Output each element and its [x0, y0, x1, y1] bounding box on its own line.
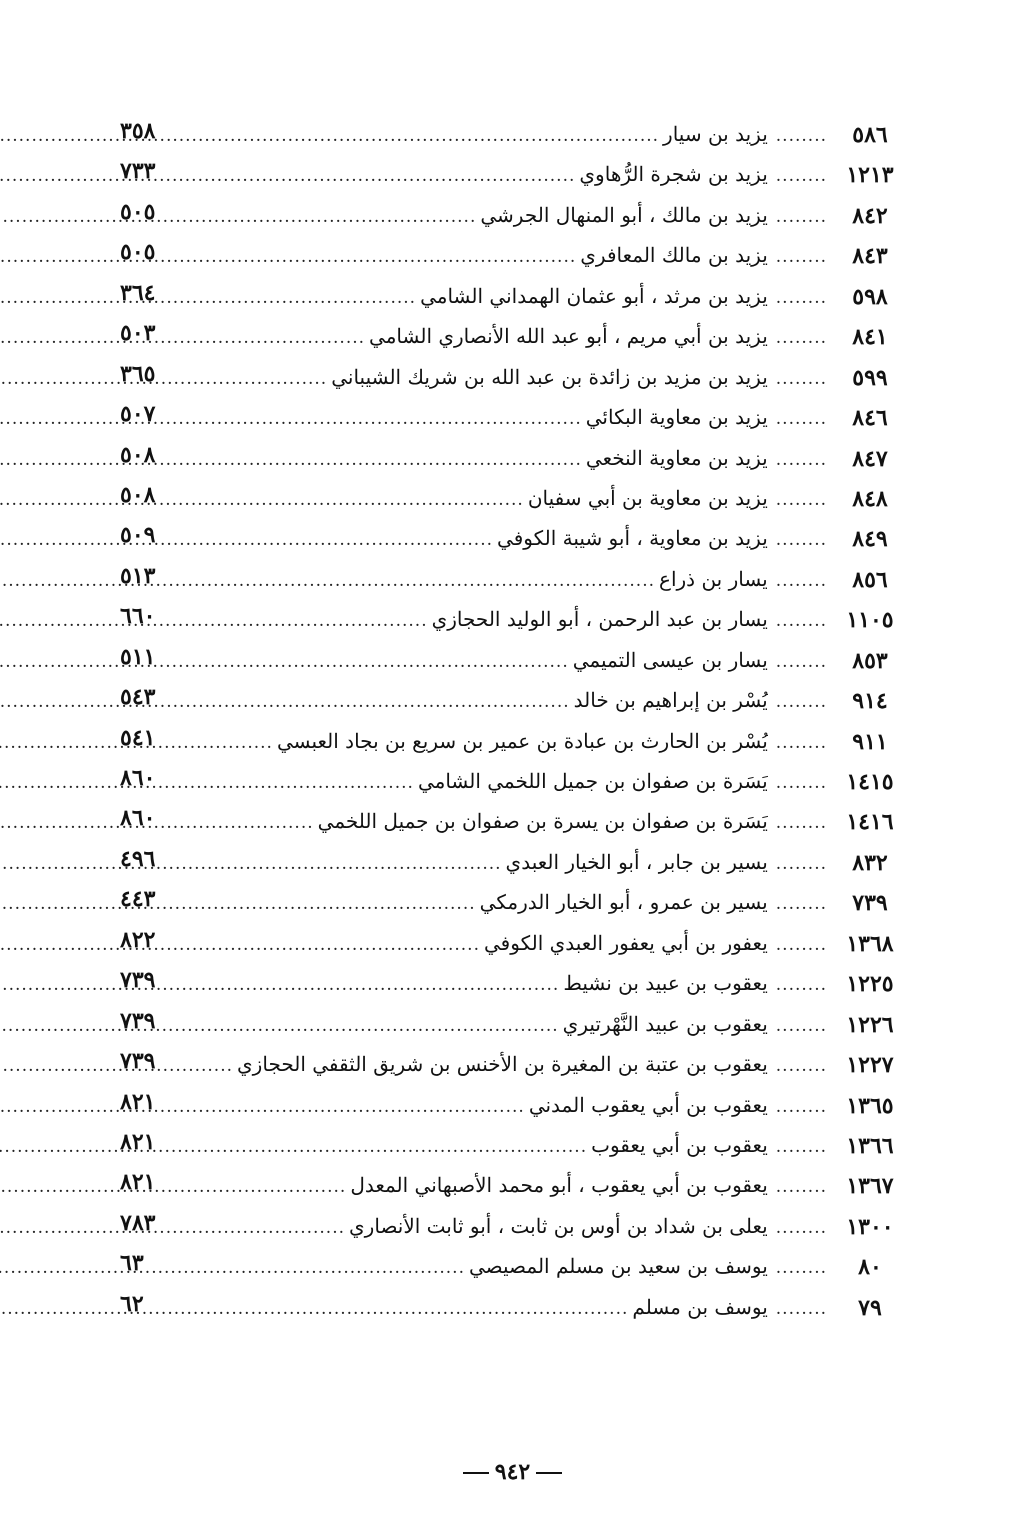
trailing-dots	[0, 288, 416, 308]
leader-dots: ........	[775, 732, 827, 753]
trailing-dots	[0, 975, 559, 995]
index-entry	[120, 112, 915, 152]
entry-number: ١٢٢٥	[846, 971, 894, 998]
trailing-dots	[0, 1258, 465, 1278]
entry-name: يزيد بن مرثد ، أبو عثمان الهمداني الشامي	[420, 283, 768, 308]
entry-body	[192, 688, 827, 712]
index-entry	[120, 436, 915, 476]
leader-dots: ........	[775, 611, 827, 632]
entry-name: يزيد بن سيار	[663, 122, 768, 146]
entry-body	[192, 1052, 827, 1076]
leader-dots: ........	[775, 126, 827, 146]
entry-number: ١٣٦٦	[846, 1132, 894, 1159]
entry-number: ٨٤٢	[852, 202, 888, 229]
entry-name: يعقوب بن عبيد النَّهْرتيري	[562, 1011, 768, 1036]
entry-page-ref: ٣٥٨	[120, 118, 156, 144]
entry-page-ref: ٦٢	[120, 1290, 144, 1317]
entry-number: ٨٠	[858, 1254, 882, 1281]
index-entry	[120, 1285, 915, 1325]
entry-page-ref: ٥٠٥	[120, 198, 156, 225]
entry-name: يسير بن عمرو ، أبو الخيار الدرمكي	[479, 890, 768, 915]
index-entry	[120, 193, 915, 233]
entry-name: يسير بن جابر ، أبو الخيار العبدي	[505, 849, 768, 874]
index-entry	[120, 597, 915, 637]
entry-number: ٥٩٨	[852, 283, 888, 310]
entry-name: يزيد بن معاوية النخعي	[585, 445, 768, 470]
index-entry	[120, 1042, 915, 1082]
entry-body	[192, 1093, 827, 1117]
entry-body	[192, 1295, 827, 1319]
entry-body	[192, 971, 827, 995]
leader-dots: ........	[775, 773, 827, 793]
entry-number: ٨٤١	[852, 324, 888, 351]
trailing-dots	[0, 1137, 587, 1157]
index-entry	[120, 152, 915, 192]
entry-number: ٨٣٢	[852, 849, 888, 876]
entry-name: يزيد بن مالك المعافري	[580, 243, 768, 268]
entry-name: يعقوب بن أبي يعقوب ، أبو محمد الأصبهاني المعدل	[350, 1173, 768, 1198]
entry-body	[192, 567, 827, 591]
entry-number: ١٣٦٥	[846, 1092, 894, 1119]
index-entry	[120, 678, 915, 718]
entry-page-ref: ٥١٣	[120, 562, 156, 589]
leader-dots: ........	[775, 975, 827, 996]
entry-body	[192, 931, 827, 955]
trailing-dots	[0, 450, 582, 470]
entry-page-ref: ٨٢٢	[120, 926, 156, 953]
trailing-dots	[0, 773, 414, 793]
entry-number: ١٢١٣	[846, 162, 894, 189]
entry-page-ref: ٥١١	[120, 643, 156, 670]
entry-page-ref: ٥٠٧	[120, 401, 156, 428]
entry-page-ref: ٤٤٣	[120, 886, 156, 913]
leader-dots: ........	[775, 570, 827, 591]
entry-number: ٨٤٩	[852, 526, 888, 553]
entry-name: يُسْر بن الحارث بن عبادة بن عمير بن سريع بن بجاد العبسي	[276, 728, 768, 753]
index-entry	[120, 274, 915, 314]
entry-body	[192, 1254, 827, 1278]
leader-dots: ........	[775, 1217, 827, 1238]
leader-dots: ........	[775, 489, 827, 510]
leader-dots: ........	[775, 530, 827, 551]
entry-name: يسار بن عبد الرحمن ، أبو الوليد الحجازي	[431, 607, 768, 632]
entry-body	[192, 446, 827, 470]
entry-page-ref: ٣٦٤	[120, 279, 156, 306]
entry-body	[192, 405, 827, 429]
leader-dots: ........	[775, 1056, 827, 1077]
leader-dots: ........	[775, 813, 827, 834]
index-entry	[120, 719, 915, 759]
leader-dots: ........	[775, 692, 827, 713]
entry-page-ref: ٥٠٥	[120, 239, 156, 266]
entry-name: يوسف بن سعيد بن مسلم المصيصي	[469, 1254, 768, 1279]
trailing-dots	[0, 207, 476, 227]
entry-number: ٨٥٣	[852, 647, 888, 674]
trailing-dots	[0, 652, 569, 672]
entry-body	[192, 648, 827, 672]
trailing-dots	[0, 126, 659, 146]
entry-page-ref: ٦٣	[120, 1250, 144, 1277]
entry-number: ١٢٢٧	[846, 1052, 894, 1079]
entry-name: يعلى بن شداد بن أوس بن ثابت ، أبو ثابت الأنصاري	[349, 1213, 768, 1238]
entry-number: ١٣٦٨	[846, 930, 894, 957]
page-footer	[0, 1459, 1025, 1485]
entry-body	[192, 526, 827, 550]
entry-name: يوسف بن مسلم	[632, 1294, 768, 1319]
entry-body	[192, 890, 827, 914]
trailing-dots	[0, 166, 575, 186]
entry-name: يُسْر بن إبراهيم بن خالد	[573, 688, 768, 713]
page-number: ٩٤٢	[494, 1459, 531, 1485]
index-entry	[120, 557, 915, 597]
index-entry	[120, 395, 915, 435]
entry-number: ٥٩٩	[852, 364, 888, 391]
index-list	[120, 112, 915, 1325]
entry-page-ref: ٨٦٠	[120, 805, 156, 832]
entry-number: ١٣٠٠	[846, 1213, 894, 1240]
entry-page-ref: ٧٣٩	[120, 967, 156, 994]
trailing-dots	[0, 409, 582, 429]
trailing-dots	[0, 247, 576, 267]
entry-page-ref: ٥٠٨	[120, 441, 156, 468]
trailing-dots	[0, 692, 570, 712]
leader-dots: ........	[775, 287, 827, 308]
entry-name: يسار بن عيسى التميمي	[572, 647, 768, 672]
trailing-dots	[0, 571, 655, 591]
entry-number: ٧٩	[858, 1294, 882, 1321]
entry-page-ref: ٨٢١	[120, 1088, 156, 1115]
entry-number: ٩١٤	[852, 688, 888, 715]
leader-dots: ........	[775, 1096, 827, 1117]
leader-dots: ........	[775, 1177, 827, 1198]
index-entry	[120, 880, 915, 920]
entry-body	[192, 1173, 827, 1197]
entry-name: يعقوب بن أبي يعقوب المدني	[528, 1092, 768, 1117]
index-entry	[120, 476, 915, 516]
entry-body	[192, 243, 827, 267]
trailing-dots	[0, 1016, 559, 1036]
leader-dots: ........	[775, 1136, 827, 1157]
entry-page-ref: ٤٩٦	[120, 845, 156, 872]
entry-number: ٨٤٦	[852, 405, 888, 432]
entry-number: ١٢٢٦	[846, 1011, 894, 1038]
trailing-dots	[0, 935, 480, 955]
entry-number: ٨٥٦	[852, 566, 888, 593]
leader-dots: ........	[775, 853, 827, 874]
entry-name: يعقوب بن أبي يعقوب	[591, 1132, 768, 1157]
entry-number: ٧٣٩	[852, 890, 888, 917]
entry-number: ٨٤٨	[852, 485, 888, 512]
entry-name: يسار بن ذراع	[659, 566, 768, 591]
leader-dots: ........	[775, 166, 827, 187]
entry-page-ref: ٦٦٠	[120, 603, 156, 630]
trailing-dots	[0, 1299, 628, 1319]
index-entry	[120, 1163, 915, 1203]
entry-number: ١٤١٥	[846, 769, 894, 795]
index-entry	[120, 1244, 915, 1284]
entry-page-ref: ٨٢١	[120, 1169, 156, 1196]
entry-page-ref: ٣٦٥	[120, 360, 156, 387]
entry-name: يزيد بن معاوية ، أبو شيبة الكوفي	[497, 526, 768, 551]
leader-dots: ........	[775, 206, 827, 227]
index-entry	[120, 1204, 915, 1244]
entry-page-ref: ٨٢١	[120, 1128, 156, 1155]
entry-name: يزيد بن شجرة الرُّهاوي	[579, 162, 768, 187]
leader-dots: ........	[775, 328, 827, 349]
entry-name: يزيد بن معاوية البكائي	[585, 405, 768, 430]
entry-body	[192, 324, 827, 348]
trailing-dots	[0, 1056, 233, 1076]
entry-page-ref: ٧٣٩	[120, 1007, 156, 1034]
entry-number: ١٣٦٧	[846, 1173, 894, 1200]
trailing-dots	[0, 530, 493, 550]
trailing-dots	[0, 1097, 525, 1117]
leader-dots: ........	[775, 934, 827, 955]
entry-body	[192, 729, 827, 753]
entry-name: يعقوب بن عبيد بن نشيط	[563, 971, 768, 996]
entry-page-ref: ٧٣٣	[120, 158, 156, 185]
entry-body	[192, 769, 827, 793]
entry-name: يعقوب بن عتبة بن المغيرة بن الأخنس بن شريق الثقفي الحجازي	[237, 1052, 768, 1077]
index-entry	[120, 961, 915, 1001]
entry-body	[192, 122, 827, 146]
entry-page-ref: ٨٦٠	[120, 765, 156, 791]
entry-body	[192, 809, 827, 833]
index-entry	[120, 799, 915, 839]
index-entry	[120, 1083, 915, 1123]
trailing-dots	[0, 611, 428, 631]
entry-body	[192, 365, 827, 389]
index-entry	[120, 759, 915, 799]
leader-dots: ........	[775, 651, 827, 672]
entry-page-ref: ٥٤١	[120, 724, 156, 751]
footer-rule-left	[463, 1472, 489, 1474]
index-entry	[120, 355, 915, 395]
index-entry	[120, 638, 915, 678]
entry-body	[192, 162, 827, 186]
trailing-dots	[0, 490, 524, 510]
entry-name: يعفور بن أبي يعفور العبدي الكوفي	[484, 930, 768, 955]
entry-number: ٥٨٦	[852, 122, 888, 148]
entry-number: ٨٤٧	[852, 445, 888, 472]
entry-name: يزيد بن مالك ، أبو المنهال الجرشي	[480, 202, 768, 227]
leader-dots: ........	[775, 247, 827, 268]
entry-name: يزيد بن أبي مريم ، أبو عبد الله الأنصاري الشامي	[369, 324, 768, 349]
entry-number: ٨٤٣	[852, 243, 888, 270]
entry-number: ١٤١٦	[846, 809, 894, 836]
entry-page-ref: ٥٠٩	[120, 522, 156, 549]
entry-name: يزيد بن معاوية بن أبي سفيان	[527, 485, 768, 510]
leader-dots: ........	[775, 409, 827, 430]
index-entry	[120, 516, 915, 556]
entry-number: ٩١١	[852, 728, 888, 755]
index-entry	[120, 314, 915, 354]
entry-page-ref: ٧٣٩	[120, 1048, 156, 1075]
entry-page-ref: ٧٨٣	[120, 1209, 156, 1236]
index-entry	[120, 233, 915, 273]
leader-dots: ........	[775, 1298, 827, 1319]
index-entry	[120, 1002, 915, 1042]
entry-body	[192, 284, 827, 308]
entry-body	[192, 203, 827, 227]
trailing-dots	[0, 894, 476, 914]
entry-name: يَسَرة بن صفوان بن يسرة بن صفوان بن جميل اللخمي	[317, 809, 768, 834]
leader-dots: ........	[775, 894, 827, 915]
leader-dots: ........	[775, 449, 827, 470]
entry-number: ١١٠٥	[846, 607, 894, 634]
leader-dots: ........	[775, 1015, 827, 1036]
entry-page-ref: ٥٠٨	[120, 481, 156, 508]
entry-body	[192, 1133, 827, 1157]
entry-body	[192, 1214, 827, 1238]
trailing-dots	[0, 854, 502, 874]
entry-page-ref: ٥٠٣	[120, 320, 156, 347]
index-entry	[120, 921, 915, 961]
leader-dots: ........	[775, 1258, 827, 1279]
entry-body	[192, 486, 827, 510]
entry-name: يزيد بن مزيد بن زائدة بن عبد الله بن شريك الشيباني	[331, 364, 768, 389]
entry-body	[192, 1012, 827, 1036]
index-entry	[120, 1123, 915, 1163]
entry-name: يَسَرة بن صفوان بن جميل اللخمي الشامي	[417, 769, 768, 793]
footer-rule-right	[536, 1472, 562, 1474]
index-entry	[120, 840, 915, 880]
entry-body	[192, 607, 827, 631]
entry-body	[192, 850, 827, 874]
entry-page-ref: ٥٤٣	[120, 684, 156, 711]
leader-dots: ........	[775, 368, 827, 389]
